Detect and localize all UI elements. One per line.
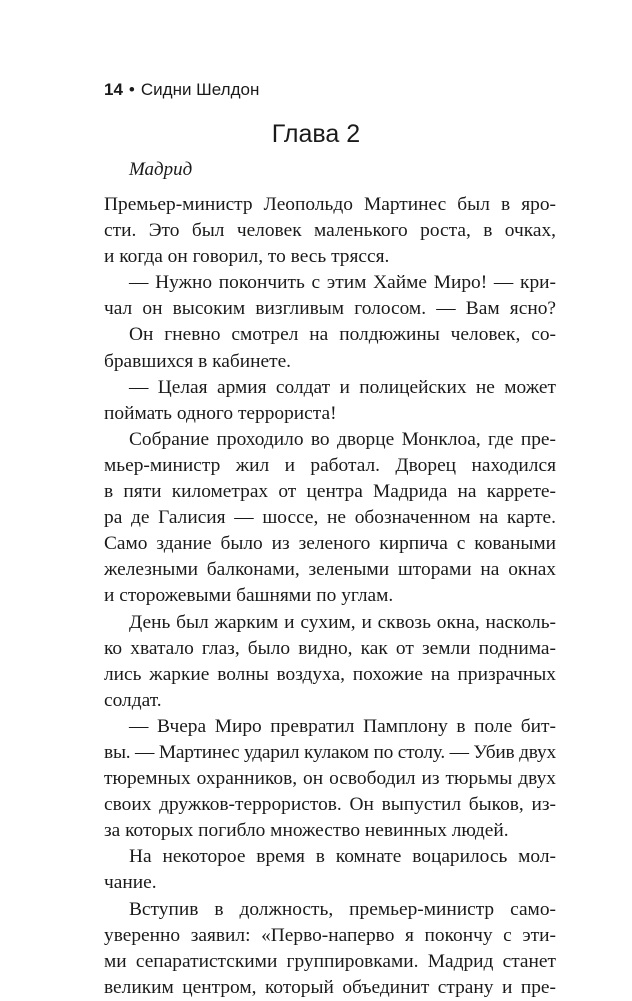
text-line: поймать одного террориста! bbox=[104, 402, 337, 424]
text-line: Премьер-министр Леопольдо Мартинес был в яро- bbox=[104, 194, 556, 215]
text-line: Вступив в должность, премьер-министр само- bbox=[129, 898, 556, 920]
page-number: 14 bbox=[104, 80, 123, 99]
chapter-title: Глава 2 bbox=[271, 120, 361, 148]
text-line: Собрание проходило во дворце Монклоа, где пре- bbox=[129, 428, 556, 450]
text-line: и когда он говорил, то весь трясся. bbox=[104, 246, 390, 268]
text-line: мьер-министр жил и работал. Дворец находился bbox=[104, 454, 556, 476]
text-line: — Целая армия солдат и полицейских не может bbox=[129, 376, 556, 398]
header-bullet: • bbox=[128, 80, 135, 99]
text-line: сти. Это был человек маленького роста, в очках, bbox=[104, 220, 556, 242]
text-line: На некоторое время в комнате воцарилось мол- bbox=[129, 846, 556, 868]
text-line: День был жарким и сухим, и сквозь окна, насколь- bbox=[129, 611, 556, 633]
text-line: лись жаркие волны воздуха, похожие на призрачных bbox=[104, 663, 556, 685]
text-line: своих дружков-террористов. Он выпустил быков, из- bbox=[104, 794, 556, 816]
text-line: тюремных охранников, он освободил из тюрьмы двух bbox=[104, 768, 556, 790]
text-line: Само здание было из зеленого кирпича с коваными bbox=[104, 533, 556, 555]
text-line: ра де Галисия — шоссе, не обозначенном на карте. bbox=[104, 507, 556, 529]
body-text bbox=[104, 192, 556, 1001]
text-line: великим центром, который объединит страну и пре- bbox=[104, 976, 556, 998]
text-line: уверенно заявил: «Перво-наперво я покончу с эти- bbox=[104, 924, 556, 946]
text-line: и сторожевыми башнями по углам. bbox=[104, 585, 394, 607]
text-line: чание. bbox=[104, 872, 157, 894]
text-line: чал он высоким визгливым голосом. — Вам ясно? bbox=[104, 298, 556, 320]
text-line: за которых погибло множество невинных людей. bbox=[104, 820, 509, 842]
text-line: — Вчера Миро превратил Памплону в поле бит- bbox=[129, 715, 556, 737]
author-name: Сидни Шелдон bbox=[140, 80, 260, 99]
text-line: — Нужно покончить с этим Хайме Миро! — кри- bbox=[129, 272, 556, 294]
text-line: бравшихся в кабинете. bbox=[104, 350, 292, 372]
chapter-location: Мадрид bbox=[129, 159, 193, 180]
text-line: железными балконами, зелеными шторами на окнах bbox=[104, 559, 556, 581]
running-head bbox=[104, 78, 259, 102]
text-line: ко хватало глаз, было видно, как от земли поднима- bbox=[104, 637, 556, 659]
text-line: Он гневно смотрел на полдюжины человек, со- bbox=[129, 324, 556, 346]
text-line: ми сепаратистскими группировками. Мадрид станет bbox=[104, 950, 556, 972]
text-line: солдат. bbox=[104, 689, 162, 711]
text-line: в пяти километрах от центра Мадрида на каррете- bbox=[104, 481, 556, 503]
text-line: вы. — Мартинес ударил кулаком по столу. — Убив двух bbox=[104, 741, 556, 763]
